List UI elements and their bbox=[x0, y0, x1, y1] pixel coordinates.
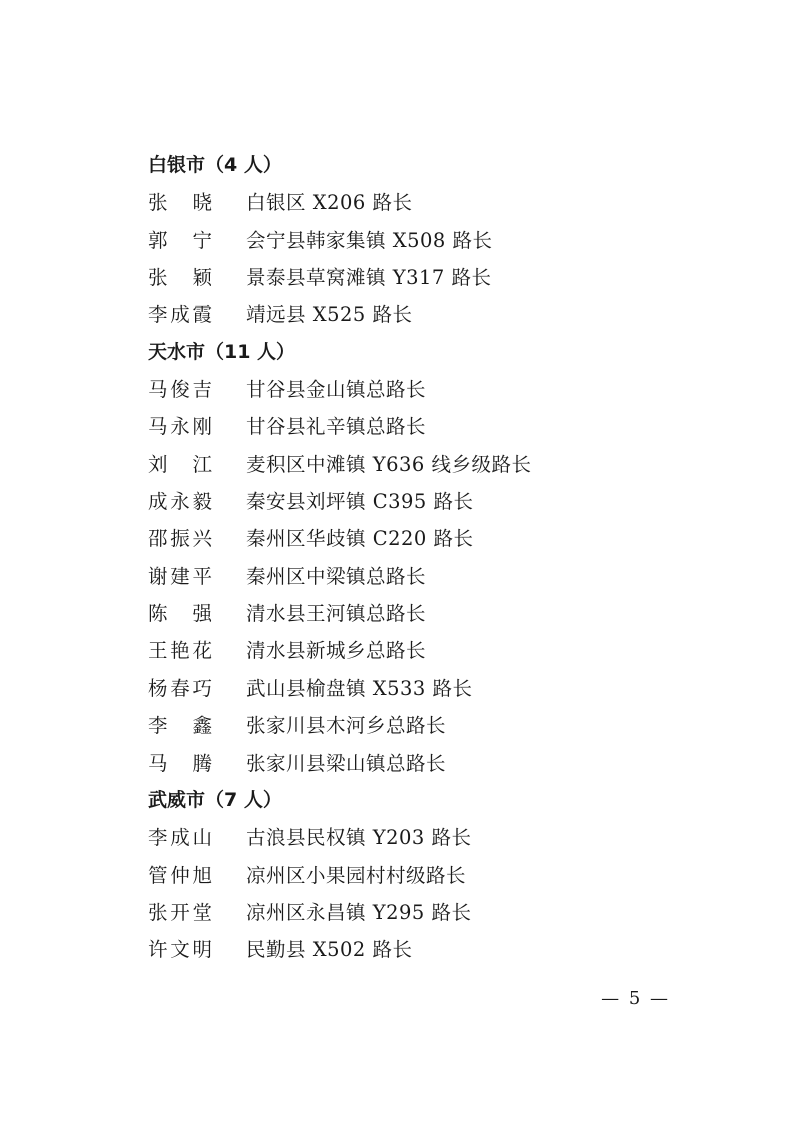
road-title: 景泰县草窝滩镇 Y317 路长 bbox=[246, 266, 492, 290]
name-char: 鑫 bbox=[192, 714, 212, 738]
person-name-text bbox=[148, 446, 212, 483]
road-title: 武山县榆盘镇 X533 路长 bbox=[246, 676, 473, 700]
list-item bbox=[148, 296, 748, 333]
name-char: 李 bbox=[148, 714, 168, 738]
list-item bbox=[148, 632, 748, 669]
person-name bbox=[148, 446, 246, 483]
list-item bbox=[148, 670, 748, 707]
list-item bbox=[148, 408, 748, 445]
road-title: 凉州区小果园村村级路长 bbox=[246, 863, 467, 887]
list-item bbox=[148, 558, 748, 595]
road-title: 清水县新城乡总路长 bbox=[246, 639, 427, 663]
person-name bbox=[148, 296, 246, 333]
person-name bbox=[148, 408, 246, 445]
road-title: 秦州区华歧镇 C220 路长 bbox=[246, 527, 474, 551]
person-name-text: 马永刚 bbox=[148, 415, 212, 439]
road-title: 凉州区永昌镇 Y295 路长 bbox=[246, 900, 472, 924]
name-char: 颖 bbox=[192, 266, 212, 290]
list-item bbox=[148, 819, 748, 856]
name-char: 宁 bbox=[192, 228, 212, 252]
person-name bbox=[148, 222, 246, 259]
road-title: 会宁县韩家集镇 X508 路长 bbox=[246, 228, 493, 252]
road-title: 靖远县 X525 路长 bbox=[246, 303, 413, 327]
person-name bbox=[148, 595, 246, 632]
section-heading: 武威市（7 人） bbox=[148, 788, 282, 811]
person-name bbox=[148, 520, 246, 557]
person-name bbox=[148, 707, 246, 744]
person-name-text: 李成霞 bbox=[148, 303, 212, 327]
name-char: 强 bbox=[192, 602, 212, 626]
list-item bbox=[148, 894, 748, 931]
name-char: 刘 bbox=[148, 452, 168, 476]
person-name bbox=[148, 745, 246, 782]
road-title: 白银区 X206 路长 bbox=[246, 191, 413, 215]
list-item bbox=[148, 371, 748, 408]
person-name-text: 成永毅 bbox=[148, 490, 212, 514]
person-name bbox=[148, 857, 246, 894]
person-name bbox=[148, 558, 246, 595]
list-item bbox=[148, 745, 748, 782]
list-item bbox=[148, 446, 748, 483]
person-name-text bbox=[148, 745, 212, 782]
list-item bbox=[148, 259, 748, 296]
person-name-text: 杨春巧 bbox=[148, 676, 212, 700]
road-title: 民勤县 X502 路长 bbox=[246, 938, 413, 962]
name-char: 腾 bbox=[192, 751, 212, 775]
list-item bbox=[148, 857, 748, 894]
list-item bbox=[148, 707, 748, 744]
person-name-text: 张开堂 bbox=[148, 900, 212, 924]
person-name bbox=[148, 259, 246, 296]
person-name-text bbox=[148, 222, 212, 259]
person-name bbox=[148, 670, 246, 707]
list-item bbox=[148, 595, 748, 632]
section-heading: 天水市（11 人） bbox=[148, 340, 296, 363]
road-title: 清水县王河镇总路长 bbox=[246, 602, 427, 626]
person-name-text: 李成山 bbox=[148, 826, 212, 850]
person-name-text: 管仲旭 bbox=[148, 863, 212, 887]
name-char: 晓 bbox=[192, 191, 212, 215]
person-name bbox=[148, 819, 246, 856]
person-name-text: 邵振兴 bbox=[148, 527, 212, 551]
person-name bbox=[148, 894, 246, 931]
road-title: 甘谷县金山镇总路长 bbox=[246, 378, 427, 402]
person-name-text bbox=[148, 595, 212, 632]
section-heading: 白银市（4 人） bbox=[148, 154, 282, 176]
list-item bbox=[148, 483, 748, 520]
road-title: 秦安县刘坪镇 C395 路长 bbox=[246, 490, 474, 514]
person-name-text: 王艳花 bbox=[148, 639, 212, 663]
person-name bbox=[148, 632, 246, 669]
name-char: 张 bbox=[148, 191, 168, 215]
road-title: 张家川县木河乡总路长 bbox=[246, 714, 447, 738]
list-item bbox=[148, 222, 748, 259]
road-title: 秦州区中梁镇总路长 bbox=[246, 564, 427, 588]
road-title: 古浪县民权镇 Y203 路长 bbox=[246, 826, 472, 850]
person-name bbox=[148, 371, 246, 408]
document-body bbox=[148, 147, 748, 969]
person-name bbox=[148, 931, 246, 968]
person-name-text: 许文明 bbox=[148, 938, 212, 962]
person-name-text bbox=[148, 184, 212, 221]
road-title: 张家川县梁山镇总路长 bbox=[246, 751, 447, 775]
person-name-text: 马俊吉 bbox=[148, 378, 212, 402]
person-name-text: 谢建平 bbox=[148, 564, 212, 588]
road-title: 甘谷县礼辛镇总路长 bbox=[246, 415, 427, 439]
list-item bbox=[148, 931, 748, 968]
list-item bbox=[148, 184, 748, 221]
person-name bbox=[148, 483, 246, 520]
person-name-text bbox=[148, 259, 212, 296]
name-char: 江 bbox=[192, 452, 212, 476]
name-char: 张 bbox=[148, 266, 168, 290]
page-number: — 5 — bbox=[601, 988, 670, 1009]
person-name bbox=[148, 184, 246, 221]
name-char: 马 bbox=[148, 751, 168, 775]
name-char: 郭 bbox=[148, 228, 168, 252]
person-name-text bbox=[148, 707, 212, 744]
list-item bbox=[148, 520, 748, 557]
name-char: 陈 bbox=[148, 602, 168, 626]
road-title: 麦积区中滩镇 Y636 线乡级路长 bbox=[246, 452, 532, 476]
